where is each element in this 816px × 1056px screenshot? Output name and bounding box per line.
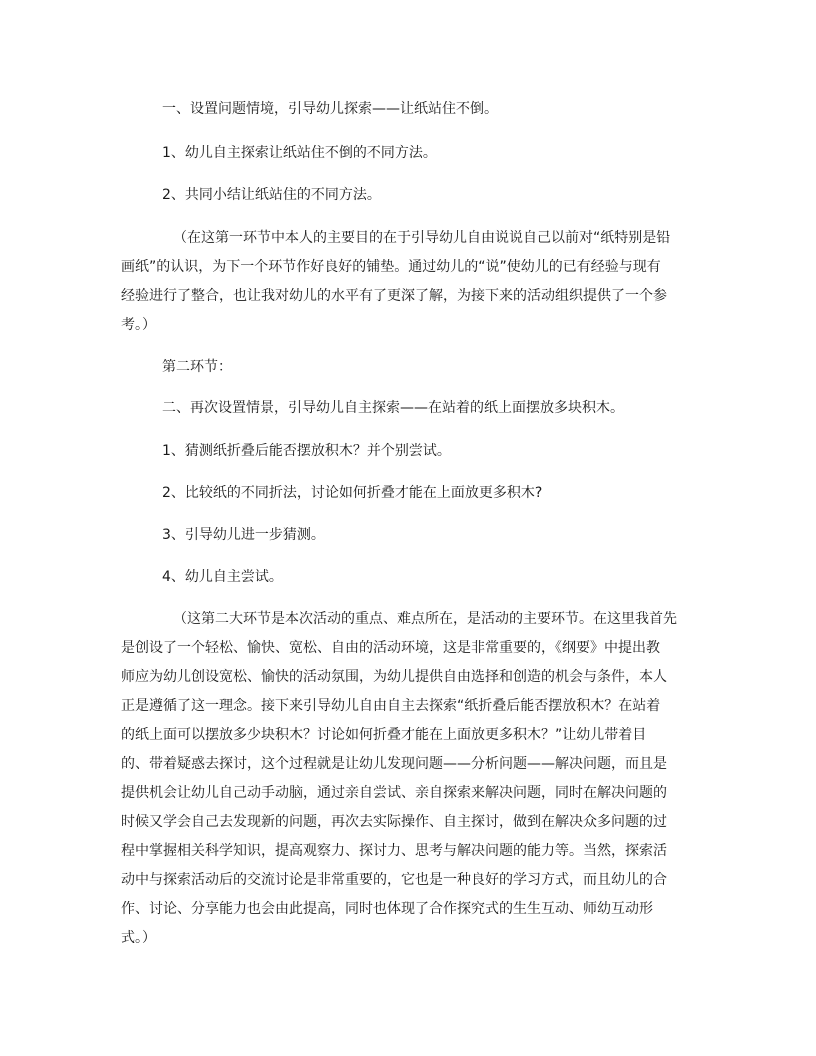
section2-label: 第二环节： <box>162 359 232 375</box>
section2-note-line-9: 程中掌握相关科学知识，提高观察力、探讨力、思考与解决问题的能力等。当然，探索活 <box>121 843 667 859</box>
section2-note-line-5: 的纸上面可以摆放多少块积木？讨论如何折叠才能在上面放更多积木？”让幼儿带着目 <box>121 727 647 743</box>
section1-item-1: 1、幼儿自主探索让纸站住不倒的不同方法。 <box>162 145 437 161</box>
section2-note-line-7: 提供机会让幼儿自己动手动脑，通过亲自尝试、亲自探索来解决问题，同时在解决问题的 <box>121 785 667 801</box>
section2-note-line-3: 师应为幼儿创设宽松、愉快的活动氛围，为幼儿提供自由选择和创造的机会与条件，本人 <box>121 669 667 685</box>
section2-note-line-6: 的、带着疑惑去探讨，这个过程就是让幼儿发现问题——分析问题——解决问题，而且是 <box>121 756 667 772</box>
section2-note-line-1: （这第二大环节是本次活动的重点、难点所在，是活动的主要环节。在这里我首先 <box>173 611 677 627</box>
section2-item-4: 4、幼儿自主尝试。 <box>162 569 283 585</box>
section1-note-line-2: 画纸”的认识，为下一个环节作好良好的铺垫。通过幼儿的“说”使幼儿的已有经验与现有 <box>121 259 661 275</box>
section2-item-3: 3、引导幼儿进一步猜测。 <box>162 527 325 543</box>
section1-note-line-1: （在这第一环节中本人的主要目的在于引导幼儿自由说说自己以前对“纸特别是铅 <box>173 230 671 246</box>
section2-item-1: 1、猜测纸折叠后能否摆放积木？并个别尝试。 <box>162 443 451 459</box>
section2-note-line-8: 时候又学会自己去发现新的问题，再次去实际操作、自主探讨，做到在解决众多问题的过 <box>121 814 667 830</box>
section1-note-line-3: 经验进行了整合，也让我对幼儿的水平有了更深了解，为接下来的活动组织提供了一个参 <box>121 288 667 304</box>
section2-note-line-11: 作、讨论、分享能力也会由此提高，同时也体现了合作探究式的生生互动、师幼互动形 <box>121 901 653 917</box>
section1-item-2: 2、共同小结让纸站住的不同方法。 <box>162 187 381 203</box>
section2-item-2: 2、比较纸的不同折法，讨论如何折叠才能在上面放更多积木? <box>162 485 543 501</box>
section2-heading: 二、再次设置情景，引导幼儿自主探索——在站着的纸上面摆放多块积木。 <box>162 400 624 416</box>
section2-note-line-12: 式。） <box>121 930 156 946</box>
section2-note-line-4: 正是遵循了这一理念。接下来引导幼儿自由自主去探索“纸折叠后能否摆放积木？在站着 <box>121 698 661 714</box>
section1-heading: 一、设置问题情境，引导幼儿探索——让纸站住不倒。 <box>162 101 498 117</box>
section2-note-line-2: 是创设了一个轻松、愉快、宽松、自由的活动环境，这是非常重要的，《纲要》中提出教 <box>121 640 660 656</box>
section1-note-line-4: 考。） <box>121 317 156 333</box>
section2-note-line-10: 动中与探索活动后的交流讨论是非常重要的，它也是一种良好的学习方式，而且幼儿的合 <box>121 872 667 888</box>
